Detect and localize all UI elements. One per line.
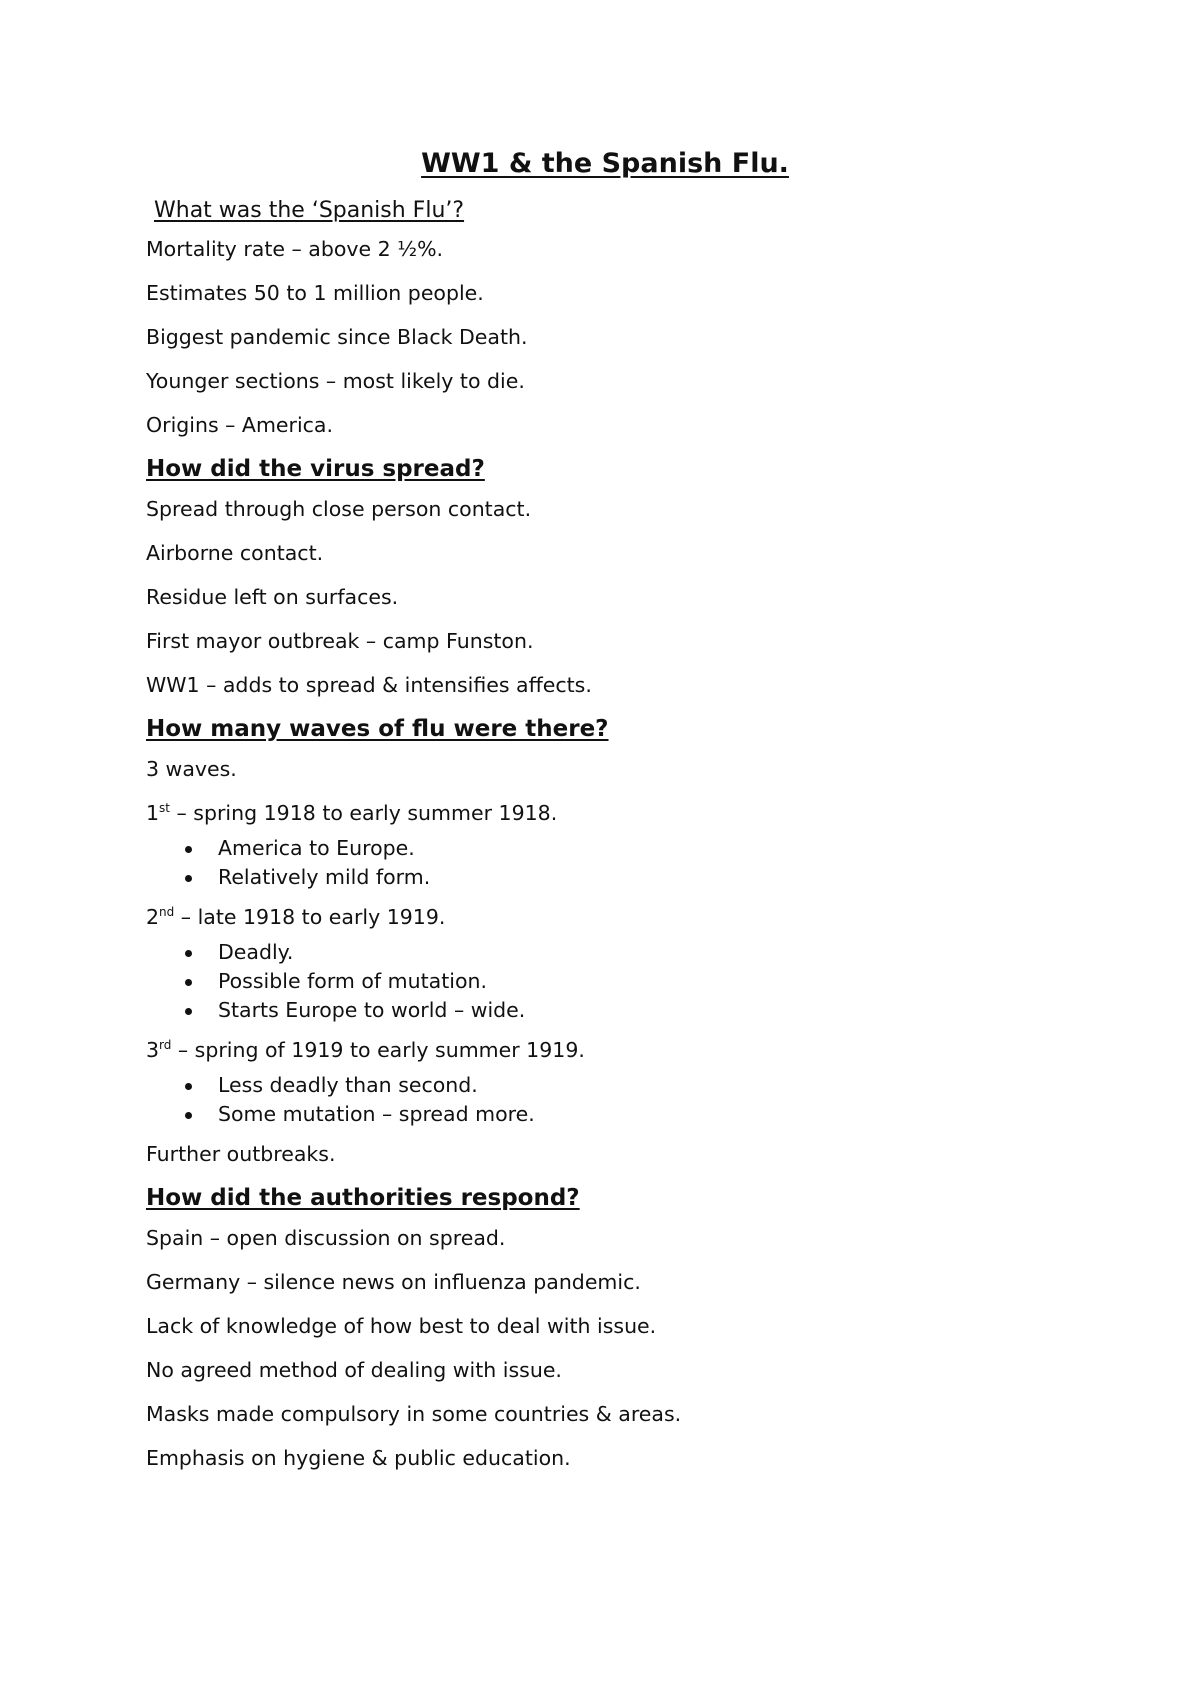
- bullet-icon: [185, 846, 192, 853]
- bullet-list: [146, 834, 1146, 892]
- bullet-list: [146, 938, 1146, 1025]
- bullet-icon: [185, 1083, 192, 1090]
- bullet-text: Possible form of mutation.: [218, 969, 488, 993]
- wave-number: 3: [146, 1038, 160, 1062]
- bullet-item: [218, 967, 1146, 996]
- text-line: Residue left on surfaces.: [146, 585, 399, 609]
- bullet-icon: [185, 950, 192, 957]
- text-line: Emphasis on hygiene & public education.: [146, 1446, 571, 1470]
- text-line: WW1 – adds to spread & intensifies affects.: [146, 673, 592, 697]
- bullet-icon: [185, 1112, 192, 1119]
- wave-line: [146, 1035, 1146, 1065]
- bullet-item: [218, 996, 1146, 1025]
- wave-number: 2: [146, 905, 160, 929]
- section-heading-virus-spread: How did the virus spread?: [146, 456, 485, 482]
- text-line: First mayor outbreak – camp Funston.: [146, 629, 534, 653]
- text-line: Further outbreaks.: [146, 1142, 336, 1166]
- document-body: [146, 196, 1146, 1487]
- section-heading-authorities: How did the authorities respond?: [146, 1185, 580, 1211]
- wave-number: 1: [146, 801, 160, 825]
- section-heading-waves: How many waves of flu were there?: [146, 716, 609, 742]
- text-line: Estimates 50 to 1 million people.: [146, 281, 484, 305]
- text-line: Lack of knowledge of how best to deal with issue.: [146, 1314, 657, 1338]
- bullet-item: [218, 1100, 1146, 1129]
- bullet-item: [218, 834, 1146, 863]
- bullet-item: [218, 938, 1146, 967]
- wave-line: [146, 902, 1146, 932]
- document-title: WW1 & the Spanish Flu.: [421, 148, 789, 179]
- bullet-item: [218, 863, 1146, 892]
- bullet-text: Less deadly than second.: [218, 1073, 478, 1097]
- text-line: Biggest pandemic since Black Death.: [146, 325, 528, 349]
- text-line: Spread through close person contact.: [146, 497, 532, 521]
- bullet-list: [146, 1071, 1146, 1129]
- text-line: Spain – open discussion on spread.: [146, 1226, 506, 1250]
- text-line: Masks made compulsory in some countries & areas.: [146, 1402, 682, 1426]
- wave-text: – late 1918 to early 1919.: [174, 905, 446, 929]
- bullet-item: [218, 1071, 1146, 1100]
- bullet-text: Deadly.: [218, 940, 294, 964]
- bullet-icon: [185, 875, 192, 882]
- bullet-icon: [185, 979, 192, 986]
- bullet-text: Relatively mild form.: [218, 865, 431, 889]
- bullet-text: Some mutation – spread more.: [218, 1102, 535, 1126]
- bullet-icon: [185, 1008, 192, 1015]
- bullet-text: Starts Europe to world – wide.: [218, 998, 526, 1022]
- text-line: Germany – silence news on influenza pandemic.: [146, 1270, 641, 1294]
- wave-text: – spring of 1919 to early summer 1919.: [171, 1038, 585, 1062]
- bullet-text: America to Europe.: [218, 836, 415, 860]
- text-line: Origins – America.: [146, 413, 334, 437]
- wave-ordinal-suffix: rd: [159, 1038, 172, 1052]
- wave-line: [146, 798, 1146, 828]
- text-line: Airborne contact.: [146, 541, 324, 565]
- text-line: Younger sections – most likely to die.: [146, 369, 525, 393]
- wave-ordinal-suffix: nd: [159, 905, 175, 919]
- text-line: Mortality rate – above 2 ½%.: [146, 237, 444, 261]
- text-line: No agreed method of dealing with issue.: [146, 1358, 562, 1382]
- section-heading-spanish-flu: What was the ‘Spanish Flu’?: [154, 198, 465, 223]
- text-line: 3 waves.: [146, 757, 237, 781]
- wave-text: – spring 1918 to early summer 1918.: [170, 801, 558, 825]
- wave-ordinal-suffix: st: [159, 801, 171, 815]
